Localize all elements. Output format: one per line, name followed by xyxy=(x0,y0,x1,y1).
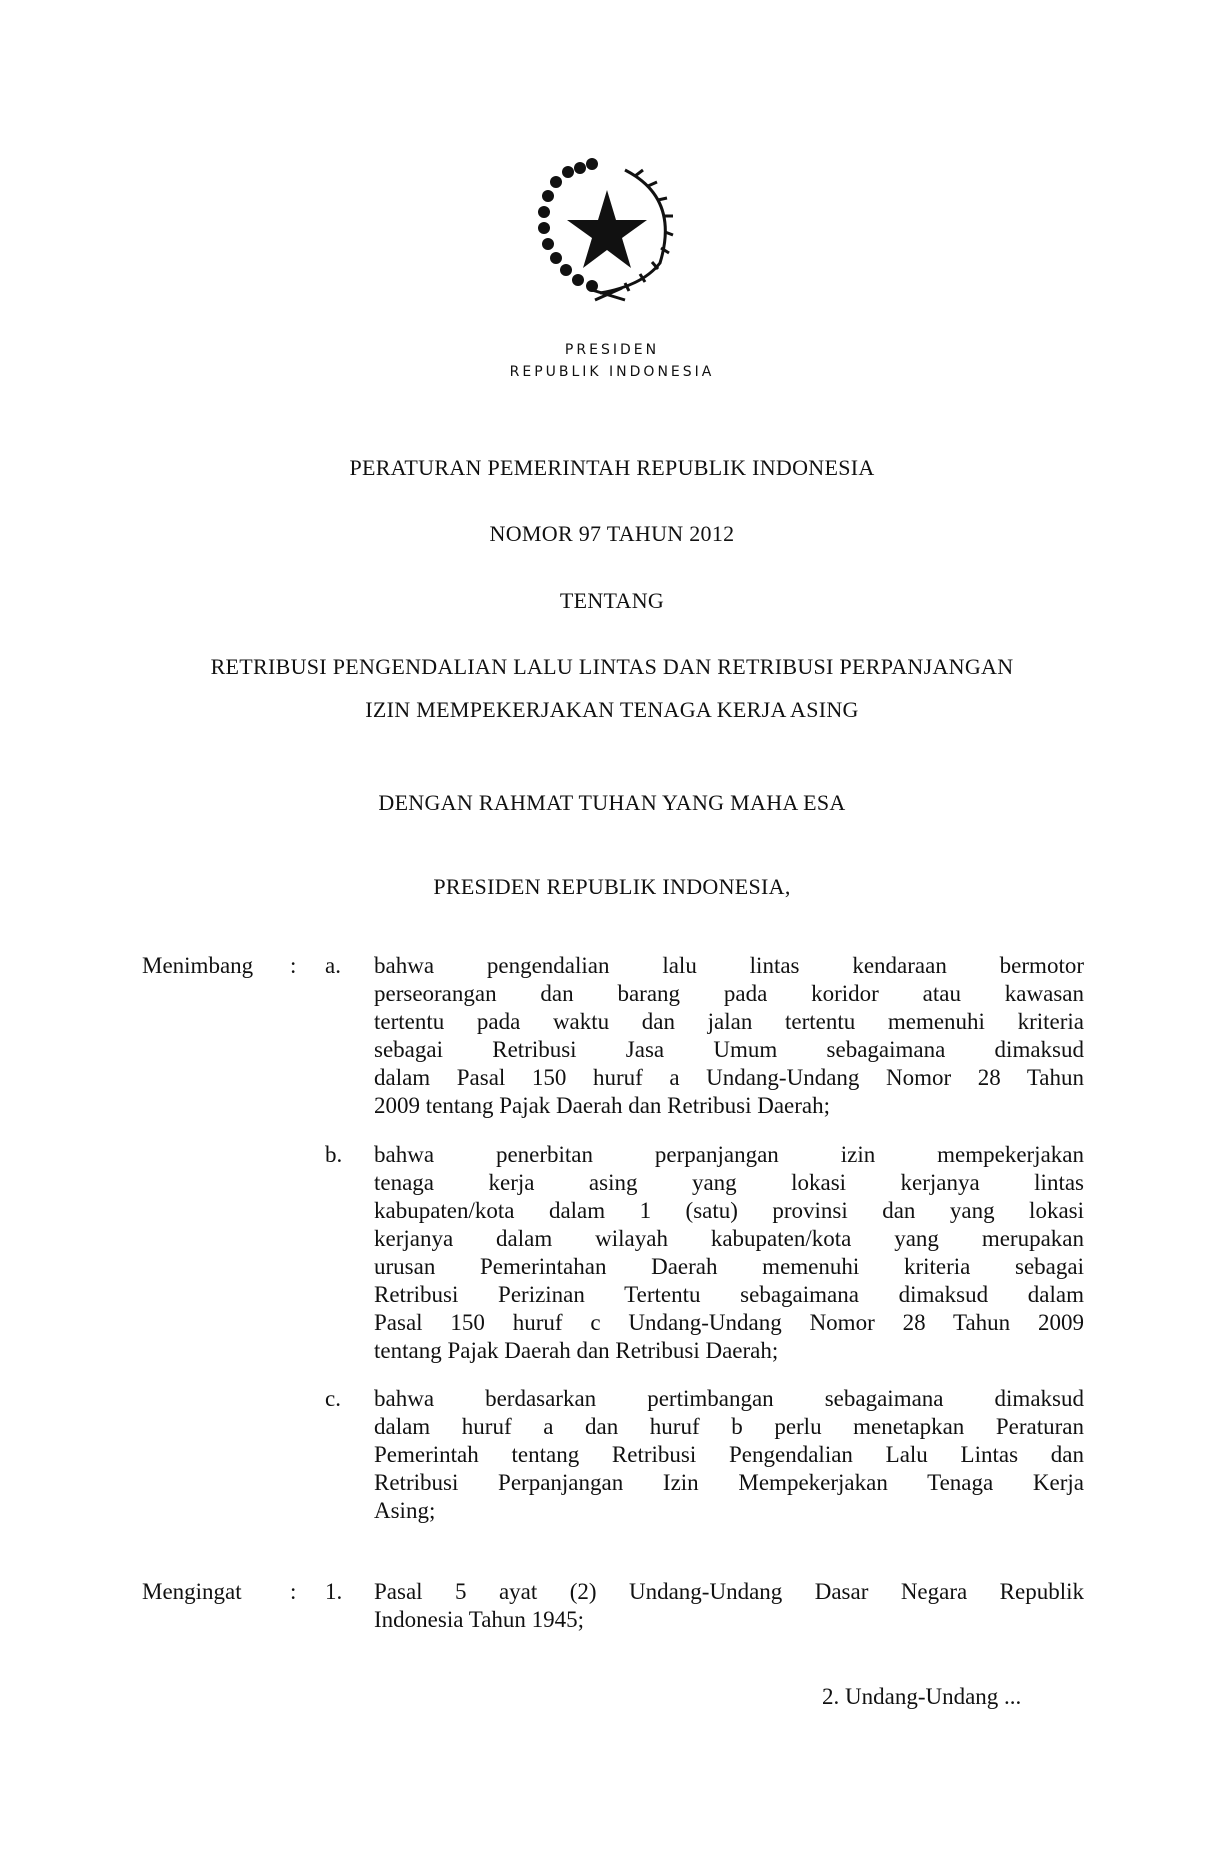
document-subject-line1: RETRIBUSI PENGENDALIAN LALU LINTAS DAN RETRIBUSI PERPANJANGAN xyxy=(210,654,1014,679)
menimbang-label: Menimbang xyxy=(142,953,254,978)
document-about: TENTANG xyxy=(559,588,665,613)
presidential-emblem xyxy=(530,158,685,303)
text-line: bahwa pengendalian lalu lintas kendaraan bermotor xyxy=(374,953,1084,978)
text-line: sebagai Retribusi Jasa Umum sebagaimana dimaksud xyxy=(374,1037,1084,1062)
item-mark-1: 1. xyxy=(325,1579,343,1604)
text-line: tenaga kerja asing yang lokasi kerjanya lintas xyxy=(374,1170,1084,1195)
text-line: perseorangan dan barang pada koridor atau kawasan xyxy=(374,981,1084,1006)
mengingat-colon: : xyxy=(290,1579,297,1604)
text-line: Pemerintah tentang Retribusi Pengendalian Lalu Lintas dan xyxy=(374,1442,1084,1467)
consideration-c xyxy=(374,1385,1084,1525)
legal-basis-1 xyxy=(374,1578,1084,1634)
text-line: urusan Pemerintahan Daerah memenuhi kriteria sebagai xyxy=(374,1254,1084,1279)
text-line: 2009 tentang Pajak Daerah dan Retribusi Daerah; xyxy=(374,1093,831,1118)
consideration-a xyxy=(374,952,1084,1120)
text-line: Pasal 5 ayat (2) Undang-Undang Dasar Negara Republik xyxy=(374,1579,1084,1604)
text-line: tertentu pada waktu dan jalan tertentu memenuhi kriteria xyxy=(374,1009,1084,1034)
president-line: PRESIDEN REPUBLIK INDONESIA, xyxy=(433,874,791,899)
document-subject-line2: IZIN MEMPEKERJAKAN TENAGA KERJA ASING xyxy=(365,697,859,722)
document-number: NOMOR 97 TAHUN 2012 xyxy=(489,521,735,546)
item-mark-a: a. xyxy=(325,953,341,978)
text-line: Pasal 150 huruf c Undang-Undang Nomor 28 Tahun 2009 xyxy=(374,1310,1084,1335)
item-mark-b: b. xyxy=(325,1142,343,1167)
text-line: Asing; xyxy=(374,1498,436,1523)
page-continuation: 2. Undang-Undang ... xyxy=(822,1684,1022,1709)
text-line: kabupaten/kota dalam 1 (satu) provinsi dan yang lokasi xyxy=(374,1198,1084,1223)
consideration-b xyxy=(374,1141,1084,1365)
text-line: bahwa penerbitan perpanjangan izin mempekerjakan xyxy=(374,1142,1084,1167)
star-wreath-icon xyxy=(530,158,685,303)
text-line: dalam huruf a dan huruf b perlu menetapkan Peraturan xyxy=(374,1414,1084,1439)
emblem-label-republik: REPUBLIK INDONESIA xyxy=(509,364,715,380)
text-line: dalam Pasal 150 huruf a Undang-Undang Nomor 28 Tahun xyxy=(374,1065,1084,1090)
text-line: bahwa berdasarkan pertimbangan sebagaimana dimaksud xyxy=(374,1386,1084,1411)
text-line: kerjanya dalam wilayah kabupaten/kota yang merupakan xyxy=(374,1226,1084,1251)
text-line: Retribusi Perpanjangan Izin Mempekerjakan Tenaga Kerja xyxy=(374,1470,1084,1495)
text-line: Retribusi Perizinan Tertentu sebagaimana dimaksud dalam xyxy=(374,1282,1084,1307)
blessing-line: DENGAN RAHMAT TUHAN YANG MAHA ESA xyxy=(378,790,846,815)
mengingat-label: Mengingat xyxy=(142,1579,242,1604)
text-line: Indonesia Tahun 1945; xyxy=(374,1607,585,1632)
document-title: PERATURAN PEMERINTAH REPUBLIK INDONESIA xyxy=(349,455,875,480)
emblem-label-presiden: PRESIDEN xyxy=(564,342,660,358)
item-mark-c: c. xyxy=(325,1386,341,1411)
menimbang-colon: : xyxy=(290,953,297,978)
text-line: tentang Pajak Daerah dan Retribusi Daerah; xyxy=(374,1338,779,1363)
